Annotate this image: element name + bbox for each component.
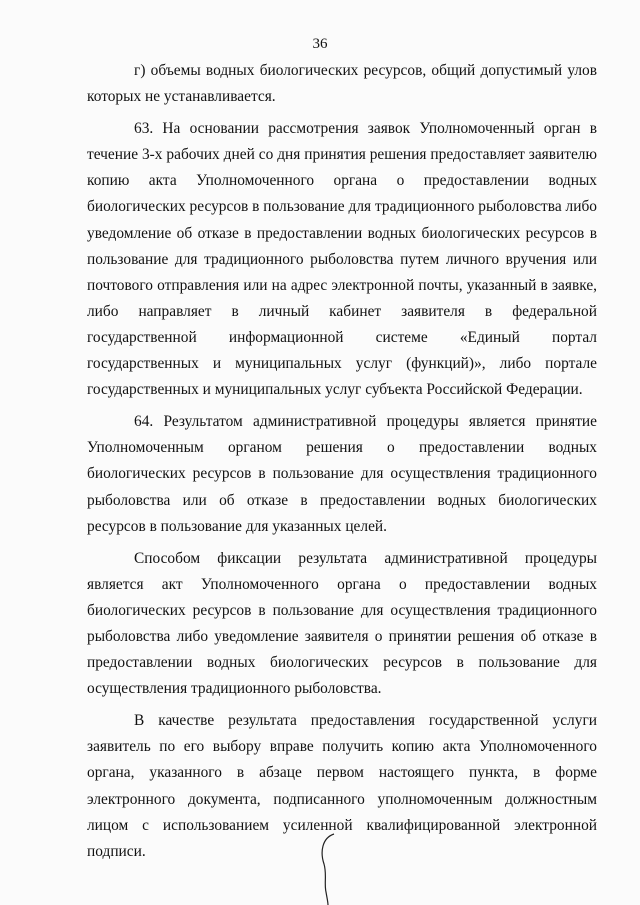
signature-stroke-mark xyxy=(312,832,342,905)
page-number: 36 xyxy=(312,36,328,52)
paragraph-item-64: 64. Результатом административной процедуры является принятие Уполномоченным органом решения о предоставлении водных биологических ресурсов в пользование для осуществления традиционного рыболовства или об отказе в предоставлении водных биологических ресурсов в пользование для указанных целей. xyxy=(87,413,597,535)
paragraph-fixation: Способом фиксации результата административной процедуры является акт Уполномоченного органа о предоставлении водных биологических ресурсов в пользование для осуществления традиционного рыболовства либо уведомление заявителя о принятии решения об отказе в предоставлении водных биологических ресурсов в пользование для осуществления традиционного рыболовства. xyxy=(87,549,597,698)
document-body xyxy=(87,58,597,865)
paragraph-item-63: 63. На основании рассмотрения заявок Уполномоченный орган в течение 3-х рабочих дней со дня принятия решения предоставляет заявителю копию акта Уполномоченного органа о предоставлении водных биологических ресурсов в пользование для традиционного рыболовства либо уведомление об отказе в предоставлении водных биологических ресурсов в пользование для традиционного рыболовства путем личного вручения или почтового отправления или на адрес электронной почты, указанный в заявке, либо направляет в личный кабинет заявителя в федеральной государственной информационной системе «Единый портал государственных и муниципальных услуг (функций)», либо портале государственных и муниципальных услуг субъекта Российской Федерации. xyxy=(87,120,597,399)
paragraph-electronic-copy: В качестве результата предоставления государственной услуги заявитель по его выбору вправе получить копию акта Уполномоченного органа, указанного в абзаце первом настоящего пункта, в форме электронного документа, подписанного уполномоченным должностным лицом с использованием усиленной квалифицированной электронной подписи. xyxy=(87,712,597,860)
paragraph-item-g: г) объемы водных биологических ресурсов, общий допустимый улов которых не устанавливается. xyxy=(87,62,597,106)
